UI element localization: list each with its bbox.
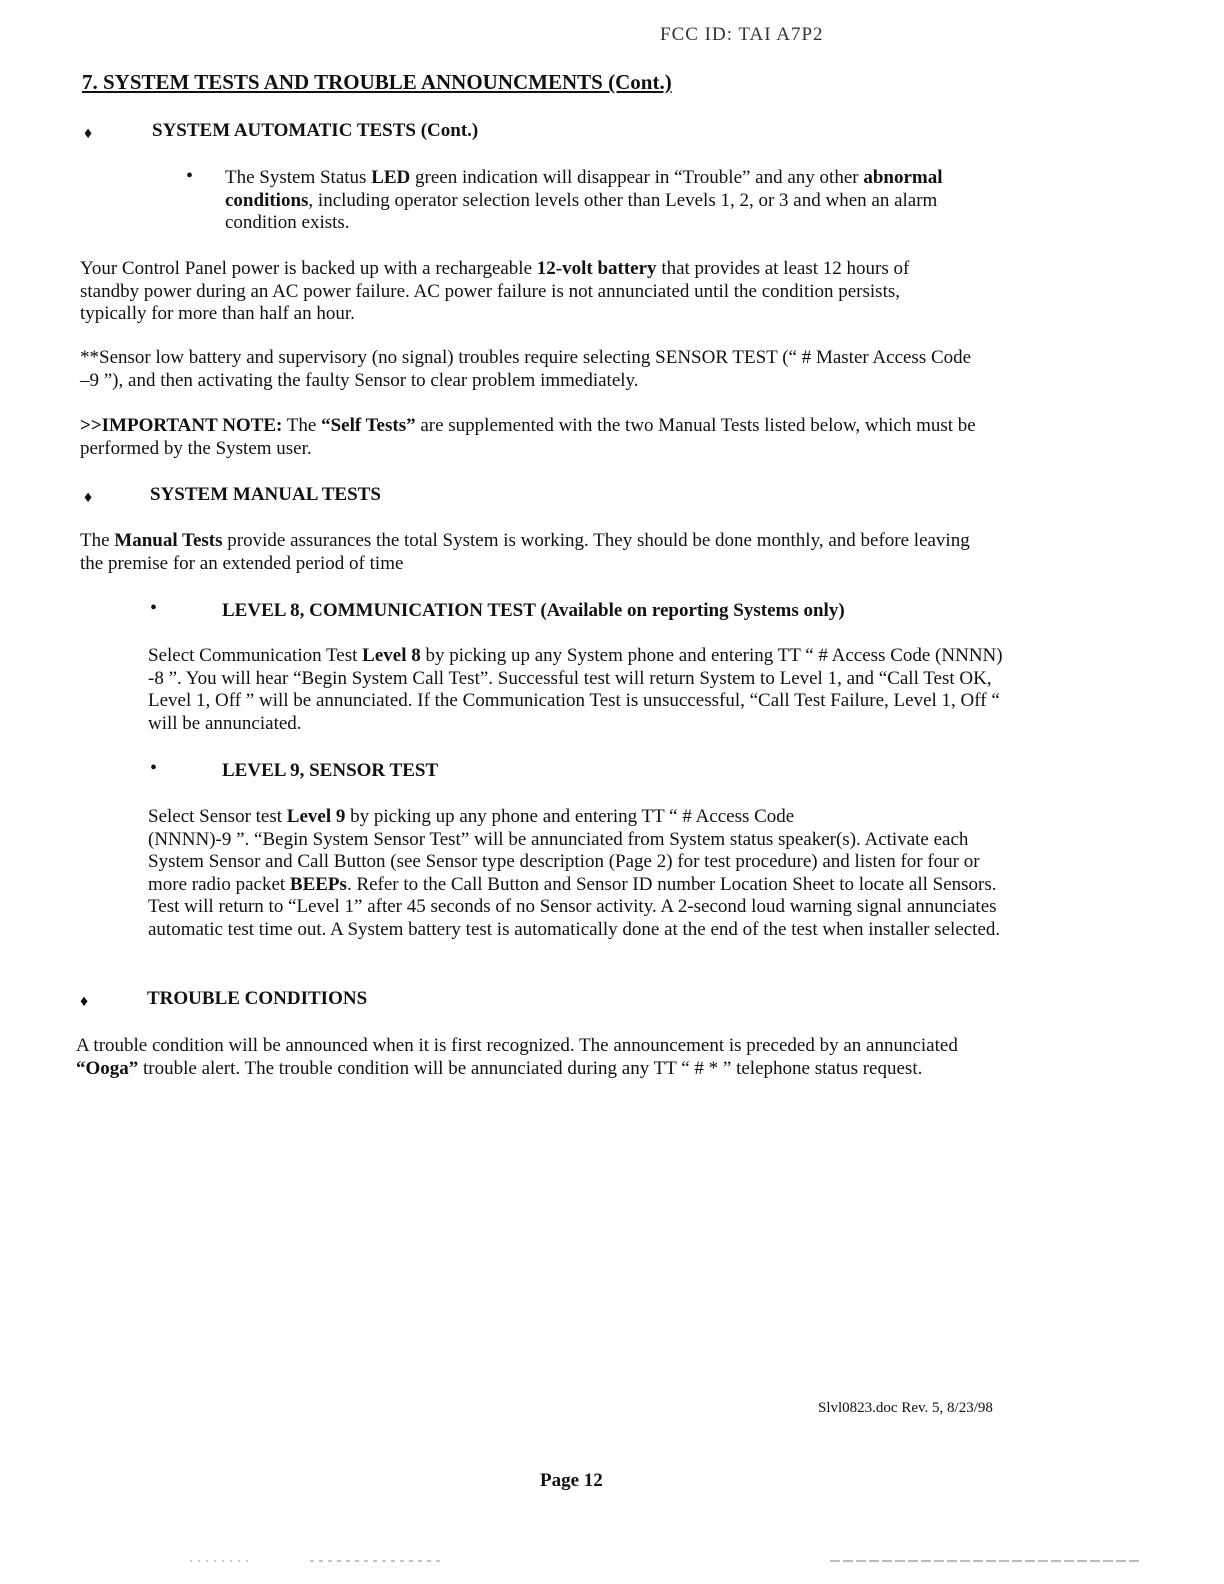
diamond-bullet-icon: ♦	[84, 125, 93, 142]
auto-tests-heading: SYSTEM AUTOMATIC TESTS (Cont.)	[152, 120, 479, 141]
fcc-id: FCC ID: TAI A7P2	[660, 24, 824, 45]
sensor-troubles-paragraph: **Sensor low battery and supervisory (no signal) troubles require selecting SENSOR TEST (“ # Master Access Code –9 ”), and then activating the faulty Sensor to clear problem immediately.	[80, 347, 972, 391]
dot-bullet-icon: •	[186, 165, 194, 187]
level8-heading: LEVEL 8, COMMUNICATION TEST (Available on reporting Systems only)	[222, 600, 845, 621]
important-note-paragraph: >>IMPORTANT NOTE: The “Self Tests” are supplemented with the two Manual Tests listed below, which must be performed by the System user.	[80, 415, 976, 459]
dot-bullet-icon: •	[150, 597, 158, 619]
led-indication-item: The System Status LED green indication will disappear in “Trouble” and any other abnormal conditions, including operator selection levels other than Levels 1, 2, or 3 and when an alarm condition exists.	[225, 167, 943, 233]
level9-paragraph: Select Sensor test Level 9 by picking up any phone and entering TT “ # Access Code (NNNN)-9 ”. “Begin System Sensor Test” will be annunciated from System status speaker(s). Activate each System Sensor and Call Button (see Sensor type description (Page 2) for test procedure) and listen for four or more radio packet BEEPs. Refer to the Call Button and Sensor ID number Location Sheet to locate all Sensors. Test will return to “Level 1” after 45 seconds of no Sensor activity. A 2-second loud warning signal annunciates automatic test time out. A System battery test is automatically done at the end of the test when installer selected.	[148, 806, 1001, 940]
manual-tests-intro: The Manual Tests provide assurances the total System is working. They should be done monthly, and before leaving the premise for an extended period of time	[80, 530, 970, 574]
dot-bullet-icon: •	[150, 757, 158, 779]
trouble-paragraph: A trouble condition will be announced when it is first recognized. The announcement is preceded by an annunciated “Ooga” trouble alert. The trouble condition will be annunciated during any TT “ # * ” telephone status request.	[76, 1035, 958, 1079]
section-title: 7. SYSTEM TESTS AND TROUBLE ANNOUNCMENTS (Cont.)	[82, 70, 672, 94]
trouble-heading: TROUBLE CONDITIONS	[147, 988, 368, 1009]
diamond-bullet-icon: ♦	[84, 489, 93, 506]
diamond-bullet-icon: ♦	[80, 993, 89, 1010]
level8-paragraph: Select Communication Test Level 8 by picking up any System phone and entering TT “ # Access Code (NNNN) -8 ”. You will hear “Begin System Call Test”. Successful test will return System to Level 1, and “Call Test OK, Level 1, Off ” will be annunciated. If the Communication Test is unsuccessful, “Call Test Failure, Level 1, Off “ will be annunciated.	[148, 645, 1003, 734]
level9-heading: LEVEL 9, SENSOR TEST	[222, 760, 439, 781]
battery-paragraph: Your Control Panel power is backed up with a rechargeable 12-volt battery that provides at least 12 hours of standby power during an AC power failure. AC power failure is not annunciated until the condition persists, typically for more than half an hour.	[80, 258, 910, 324]
scan-noise-decoration	[0, 1556, 1224, 1566]
manual-tests-heading: SYSTEM MANUAL TESTS	[150, 484, 381, 505]
document-reference: Slvl0823.doc Rev. 5, 8/23/98	[818, 1400, 993, 1416]
page-number: Page 12	[540, 1470, 603, 1491]
